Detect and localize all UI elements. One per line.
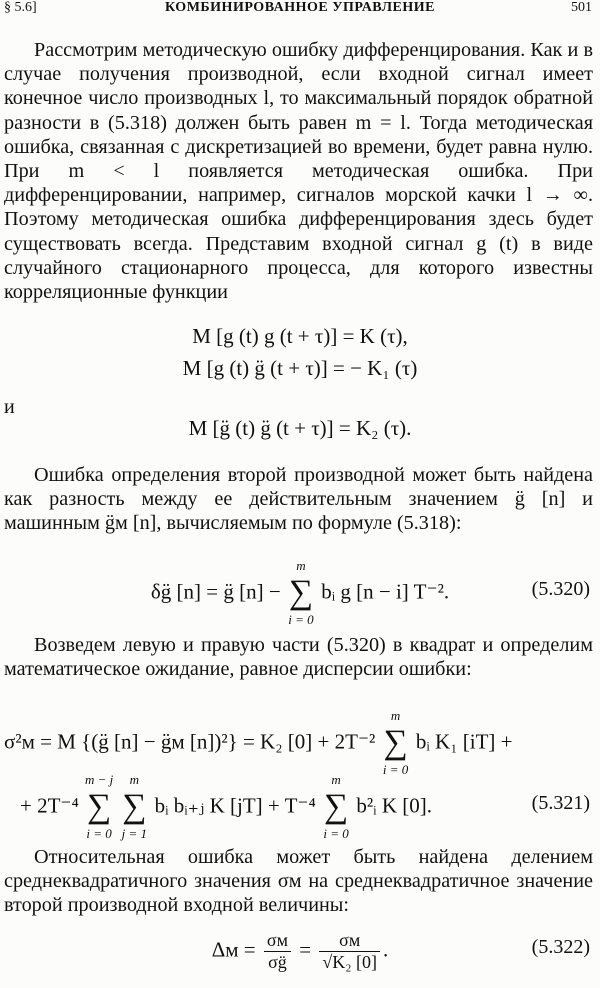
section-number: § 5.6]: [4, 0, 37, 15]
sum-symbol: m ∑ i = 0: [323, 772, 349, 841]
page-number: 501: [571, 0, 592, 15]
fraction: $\frac{\sigma м}{\sigma g̈}$: [264, 930, 291, 973]
equation-number-5-320: (5.320): [531, 578, 590, 600]
sum-symbol: m ∑ j = 1: [121, 772, 148, 841]
paragraph-relative-error: Относительная ошибка может быть найдена делением среднеквадратичного значения σм на среднеквадратичное значение второй производной входной величины:: [4, 846, 593, 917]
sum-symbol: m ∑ i = 0: [288, 558, 314, 627]
conjunction-and: и: [4, 396, 15, 418]
equation-number-5-322: (5.322): [531, 936, 590, 958]
sum-symbol: m − j ∑ i = 0: [84, 772, 114, 841]
page-header: [0, 0, 600, 22]
running-title: КОМБИНИРОВАННОЕ УПРАВЛЕНИЕ: [165, 0, 435, 15]
paragraph-methodical-error: Рассмотрим методическую ошибку дифференцирования. Как и в случае получения производной, если входной сигнал имеет конечное число производных l, то максимальный порядок обратной разности в (5.318) должен быть равен m = l. Тогда методическая ошибка, связанная с дискретизацией во времени, будет равна нулю. При m < l появляется методическая ошибка. При дифференцировании, например, сигналов морской качки l → ∞. Поэтому методическая ошибка дифференцирования здесь будет существовать всегда. Представим входной сигнал g (t) в виде случайного стационарного процесса, для которого известны корреляционные функции: [4, 39, 593, 304]
fraction: $\frac{\sigma м}{\text{√K₂ [0]}}$: [319, 930, 380, 973]
paragraph-variance: Возведем левую и правую части (5.320) в квадрат и определим математическое ожидание, равное дисперсии ошибки:: [4, 634, 593, 681]
paragraph-second-derivative-error: Ошибка определения второй производной может быть найдена как разность между ее действительным значением g̈ [n] и машинным g̈м [n], вычисляемым по формуле (5.318):: [4, 464, 593, 535]
equation-number-5-321: (5.321): [531, 792, 590, 814]
sum-symbol: m ∑ i = 0: [382, 708, 409, 777]
